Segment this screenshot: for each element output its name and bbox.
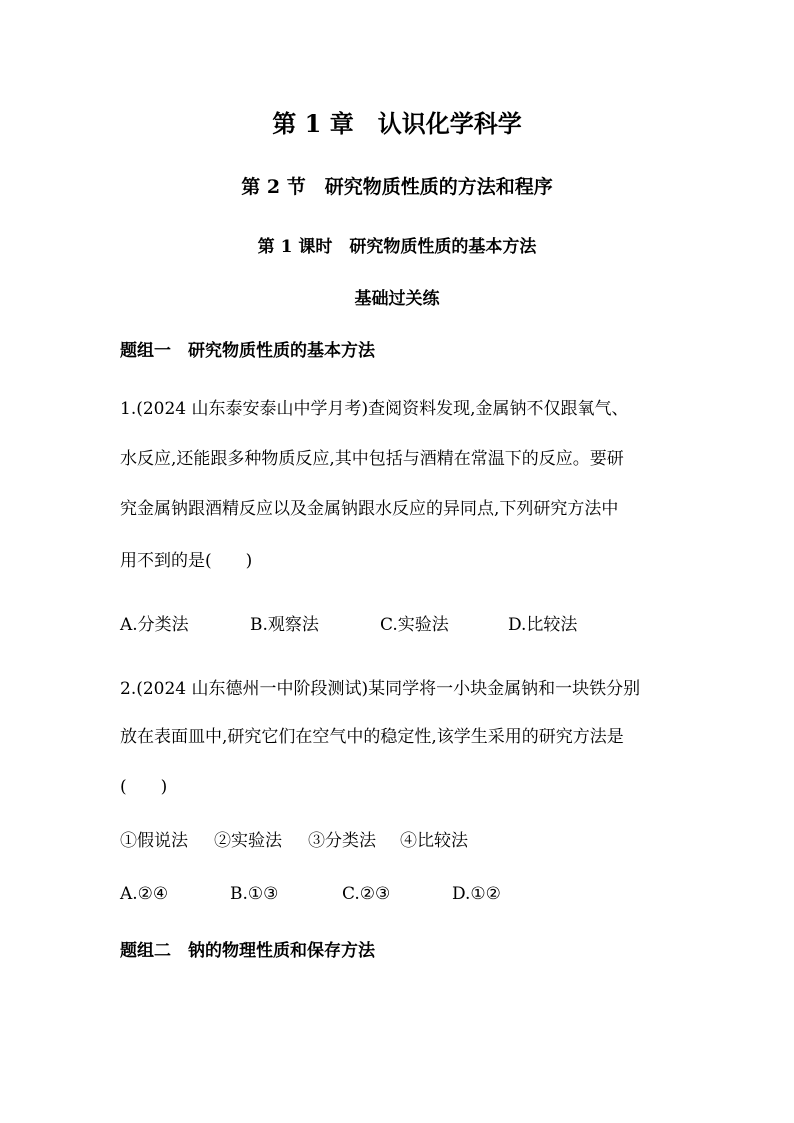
question-2-item-4: ④比较法 bbox=[400, 831, 468, 851]
question-1-option-b: B.观察法 bbox=[250, 615, 319, 635]
question-1-option-a: A.分类法 bbox=[120, 615, 189, 635]
question-2-item-2: ②实验法 bbox=[214, 831, 282, 851]
question-2-item-1: ①假说法 bbox=[120, 831, 188, 851]
question-2-option-b: B.①③ bbox=[230, 884, 279, 904]
question-2-option-d: D.①② bbox=[452, 884, 501, 904]
chapter-title: 第 1 章 认识化学科学 bbox=[272, 109, 522, 138]
question-2-item-3: ③分类法 bbox=[308, 831, 376, 851]
lesson-title: 第 1 课时 研究物质性质的基本方法 bbox=[257, 237, 537, 257]
section-title: 第 2 节 研究物质性质的方法和程序 bbox=[241, 176, 553, 198]
question-1-line-4: 用不到的是( ) bbox=[120, 551, 253, 571]
question-2-line-3: ( ) bbox=[120, 777, 168, 797]
question-1-line-3: 究金属钠跟酒精反应以及金属钠跟水反应的异同点,下列研究方法中 bbox=[120, 499, 619, 519]
group-two-title: 题组二 钠的物理性质和保存方法 bbox=[120, 941, 375, 961]
question-2-option-c: C.②③ bbox=[342, 884, 391, 904]
practice-heading: 基础过关练 bbox=[354, 289, 440, 309]
group-one-title: 题组一 研究物质性质的基本方法 bbox=[120, 341, 375, 361]
question-2-line-2: 放在表面皿中,研究它们在空气中的稳定性,该学生采用的研究方法是 bbox=[120, 727, 624, 747]
question-2-option-a: A.②④ bbox=[120, 884, 169, 904]
question-1-option-c: C.实验法 bbox=[380, 615, 449, 635]
question-1-line-2: 水反应,还能跟多种物质反应,其中包括与酒精在常温下的反应。要研 bbox=[120, 449, 624, 469]
question-1-line-1: 1.(2024 山东泰安泰山中学月考)查阅资料发现,金属钠不仅跟氧气、 bbox=[120, 399, 629, 419]
question-1-option-d: D.比较法 bbox=[508, 615, 578, 635]
question-2-line-1: 2.(2024 山东德州一中阶段测试)某同学将一小块金属钠和一块铁分别 bbox=[120, 679, 641, 699]
